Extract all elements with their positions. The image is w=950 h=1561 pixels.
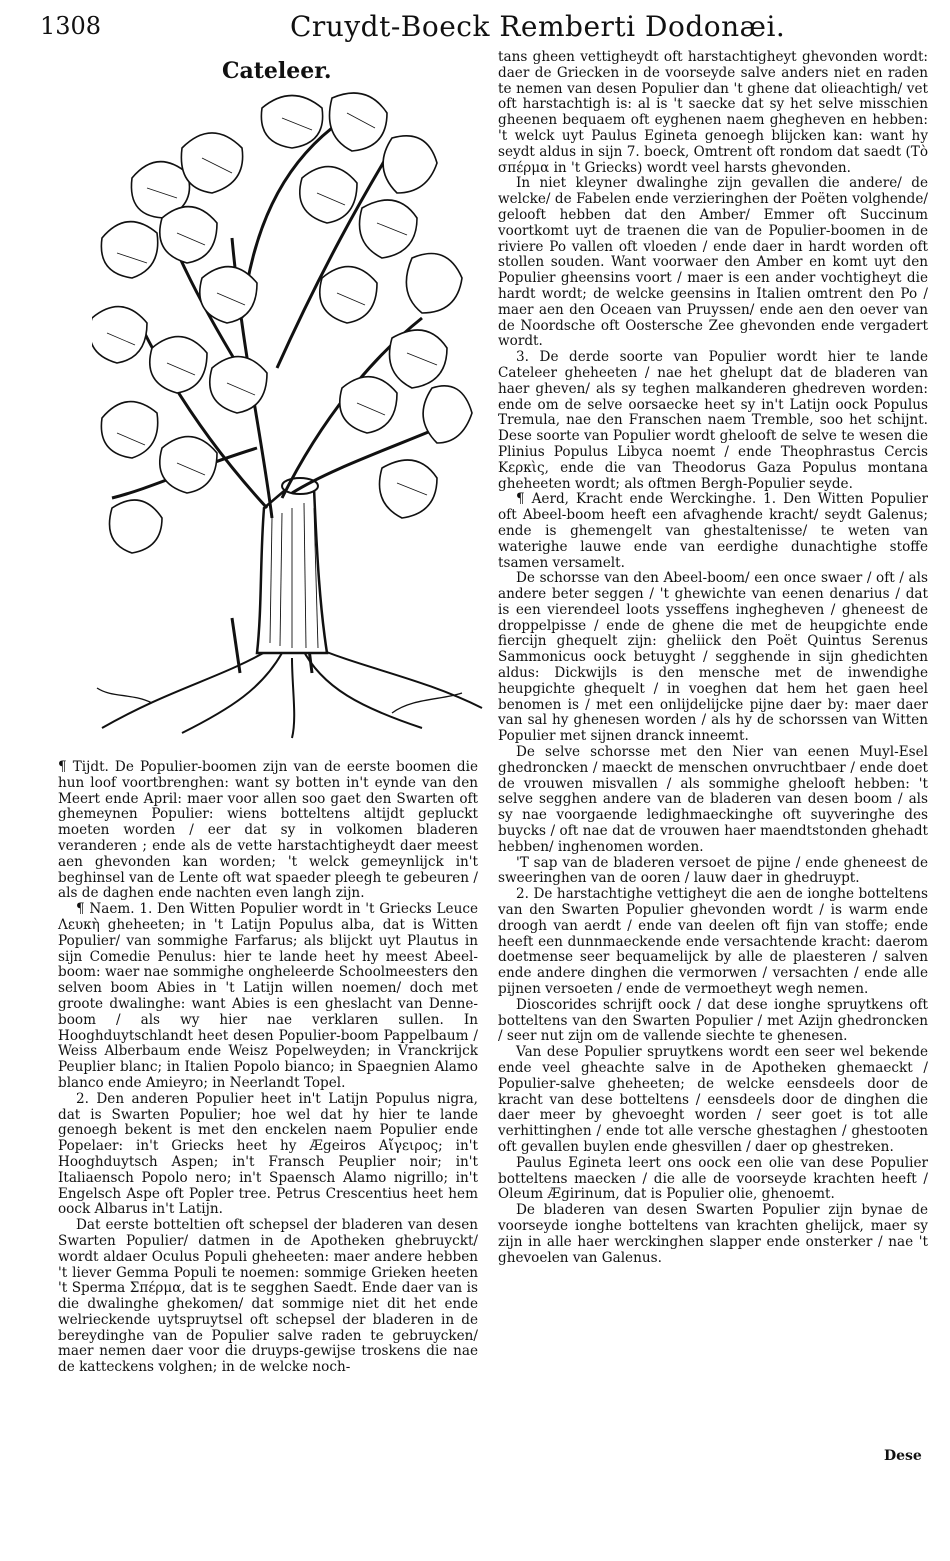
paragraph-continuation: tans gheen vettigheydt oft harstachtigheyt ghevonden wordt: daer de Griecken in de voorseyde salve anders niet en raden te nemen van desen Populier dan 't ghene dat olieachtigh/ vet oft harstachtigh is: al is 't saecke dat sy het selve misschien gheenen bequaem oft eyghenen naem ghegheven en hebben: 't welck uyt Paulus Egineta genoegh blijcken kan: want hy seydt aldus in sijn 7. boeck, Omtrent oft rondom dat saedt (Τὸ σπέρμα in 't Griecks) wordt veel harsts ghevonden. [498, 49, 928, 176]
running-title: Cruydt-Boeck Remberti Dodonæi. [290, 10, 786, 43]
paragraph-schorsse: De schorsse van den Abeel-boom/ een once swaer / oft / als andere beter seggen / 't ghewichte van eenen denarius / dat is een vierendeel loots ysseffens inghegheven / gheneest de droppelpisse / ende de ghene die met de heupgichte ende fiercijn ghequelt zijn: gheliick den Poët Quintus Serenus Sammonicus oock betuyght / segghende in sijn ghedichten aldus: Dickwijls is den mensche met de inwendighe heupgichte ghequelt / in voeghen dat hem het gaen heel benomen is / met een onlijdelijcke pijne daer by: maer daer van sal hy ghenesen worden / als hy de schorssen van Witten Populier met sijnen dranck inneemt. [498, 570, 928, 745]
paragraph-egineta: Paulus Egineta leert ons oock een olie van dese Populier botteltens maecken / die alle de voorseyde krachten heeft / Oleum Ægirinum, dat is Populier olie, ghenoemt. [498, 1154, 928, 1203]
paragraph-muyl-esel: De selve schorsse met den Nier van eenen Muyl-Esel ghedroncken / maeckt de menschen onvruchtbaer / ende doet de vrouwen misvallen / als sommighe ghelooft hebben: 't selve segghen andere van de bladeren van desen boom / als sy nae voorgaende ledighmaeckinghe oft suyveringhe des buycks / oft nae dat de vrouwen haer maendtstonden ghehadt hebben/ inghenomen worden. [498, 744, 928, 855]
left-text-column [58, 760, 478, 1376]
paragraph-salve: Van dese Populier spruytkens wordt een seer wel bekende ende veel gheachte salve in de Apotheken ghemaeckt / Populier-salve gheheeten; de welcke eensdeels door de kracht van dese botteltens / eensdeels door de dinghen die daer meer by ghevoeght worden / seer goet is tot alle verhittinghen / ende tot alle versche ghestaghen / ghestooten oft gevallen buylen ende ghesvillen / daer op ghestreken. [498, 1044, 928, 1155]
paragraph-bladeren: De bladeren van desen Swarten Populier zijn bynae de voorseyde ionghe botteltens van krachten ghelijck, maer sy zijn in alle haer werckinghen slapper ende onsterker / nae 't ghevoelen van Galenus. [498, 1202, 928, 1266]
paragraph-dioscorides: Dioscorides schrijft oock / dat dese ionghe spruytkens oft botteltens van den Swarten Populier / met Azijn ghedroncken / seer nut zijn om de vallende siechte te ghenesen. [498, 996, 928, 1045]
poplar-tree-woodcut [92, 88, 488, 740]
paragraph-cateleer: 3. De derde soorte van Populier wordt hier te lande Cateleer gheheeten / nae het ghelupt dat de bladeren van haer gheven/ als sy teghen malkanderen ghedreven worden: ende om de selve oorsaecke heet sy in't Latijn oock Populus Tremula, nae den Franschen naem Tremble, soo het schijnt. Dese soorte van Populier wordt ghelooft de selve te wesen die Plinius Populus Libyca noemt / ende Theophrastus Cercis Κερκὶς, ende die van Theodorus Gaza Populus montana gheheeten wordt; als oftmen Bergh-Populier seyde. [498, 349, 928, 492]
paragraph-naem-2: 2. Den anderen Populier heet in't Latijn Populus nigra, dat is Swarten Populier; hoe wel dat hy hier te lande genoegh bekent is met den enckelen naem Populier ende Popelaer: in't Griecks heet hy Ægeiros Αἴγειρος; in't Hooghduytsch Aspen; in't Fransch Peuplier noir; in't Italiaensch Popolo nero; in't Spaensch Alamo nigrillo; in't Engelsch Aspe oft Popler tree. Petrus Crescentius heet hem oock Albarus in't Latijn. [58, 1090, 478, 1218]
paragraph-harstachtighe: 2. De harstachtighe vettigheyt die aen de ionghe botteltens van den Swarten Populier ghevonden wordt / is warm ende droogh van aerdt / ende van deelen oft fijn van stoffe; ende heeft een dunnmaeckende ende versachtende kracht: daerom doetmense seer bequamelijck by alle de plaesteren / salven ende andere dinghen die vermorwen / versachten / ende alle pijnen versoeten / ende de vermoetheyt wegh nemen. [498, 886, 928, 998]
paragraph-amber: In niet kleyner dwalinghe zijn gevallen die andere/ de welcke/ de Fabelen ende verzieringhen der Poëten volghende/ gelooft hebben dat den Amber/ Emmer oft Succinum voortkomt uyt de traenen die van de Populier-boomen in de riviere Po vallen oft vloeden / ende daer in hardt worden oft stollen souden. Want voorwaer den Amber en komt uyt den Populier gheensins voort / maer is een ander vochtigheyt die hardt wordt; de welcke geensins in Italien omtrent den Po / maer aen den Oceaen van Pruyssen/ ende aen den oever van de Noordsche oft Oostersche Zee ghevonden ende vergadert wordt. [498, 175, 928, 350]
catchword: Dese [884, 1448, 922, 1464]
figure-title: Cateleer. [222, 58, 332, 84]
right-text-column [498, 50, 928, 1266]
paragraph-tijdt: ¶ Tijdt. De Populier-boomen zijn van de eerste boomen die hun loof voortbrenghen: want sy botten in't eynde van den Meert ende April: maer voor allen soo gaet den Swarten oft ghemeynen Populier: wiens botteltens altijdt gepluckt moeten worden / eer dat sy in volkomen bladeren veranderen ; ende als de vette harstachtigheydt daer meest aen ghevonden kan worden; 't welck gemeynlijck in't beghinsel van de Lente oft wat spaeder pleegh te gebeuren / als de daghen ende nachten even langh zijn. [58, 759, 478, 902]
paragraph-aerd-kracht: ¶ Aerd, Kracht ende Werckinghe. 1. Den Witten Populier oft Abeel-boom heeft een afvaghende kracht/ seydt Galenus; ende is ghemengelt van ghestaltenisse/ te weten van waterighe lauwe ende van eerdighe dunachtighe stoffe tsamen versamelt. [498, 491, 928, 571]
paragraph-botteltien: Dat eerste botteltien oft schepsel der bladeren van desen Swarten Populier/ datmen in de Apotheken ghebruyckt/ wordt aldaer Oculus Populi gheheeten: maer andere hebben 't liever Gemma Populi te noemen: sommige Grieken heeten 't Sperma Σπέρμα, dat is te segghen Saedt. Ende daer van is die dwalinghe ghekomen/ dat sommige niet dit het ende welrieckende uytspruytsel oft schepsel der bladeren in de bereydinghe van de Populier salve raden te gebruycken/ maer nemen daer voor die druyps-gewijse troskens die nae de katteckens volghen; in de welcke noch- [58, 1217, 478, 1376]
page-header [40, 6, 940, 42]
paragraph-sap: 'T sap van de bladeren versoet de pijne / ende gheneest de sweeringhen van de ooren / lauw daer in ghedruypt. [498, 854, 928, 887]
paragraph-naem-1: ¶ Naem. 1. Den Witten Populier wordt in 't Griecks Leuce Λευκὴ gheheeten; in 't Latijn Populus alba, dat is Witten Populier/ van sommighe Farfarus; als blijckt uyt Plautus in sijn Comedie Penulus: hier te lande heet hy meest Abeel-boom: waer nae sommighe ongheleerde Schoolmeesters den selven boom Abies in 't Latijn willen noemen/ doch met groote dwalinghe: want Abies is een gheslacht van Denne-boom / als wy hier nae verklaren sullen. In Hooghduytschlandt heet desen Populier-boom Pappelbaum / Weiss Alberbaum ende Weisz Popelweyden; in Vranckrijck Peuplier blanc; in Italien Popolo bianco; in Spaegnien Alamo blanco ende Amieyro; in Neerlandt Topel. [58, 901, 478, 1091]
page-number: 1308 [40, 12, 102, 40]
